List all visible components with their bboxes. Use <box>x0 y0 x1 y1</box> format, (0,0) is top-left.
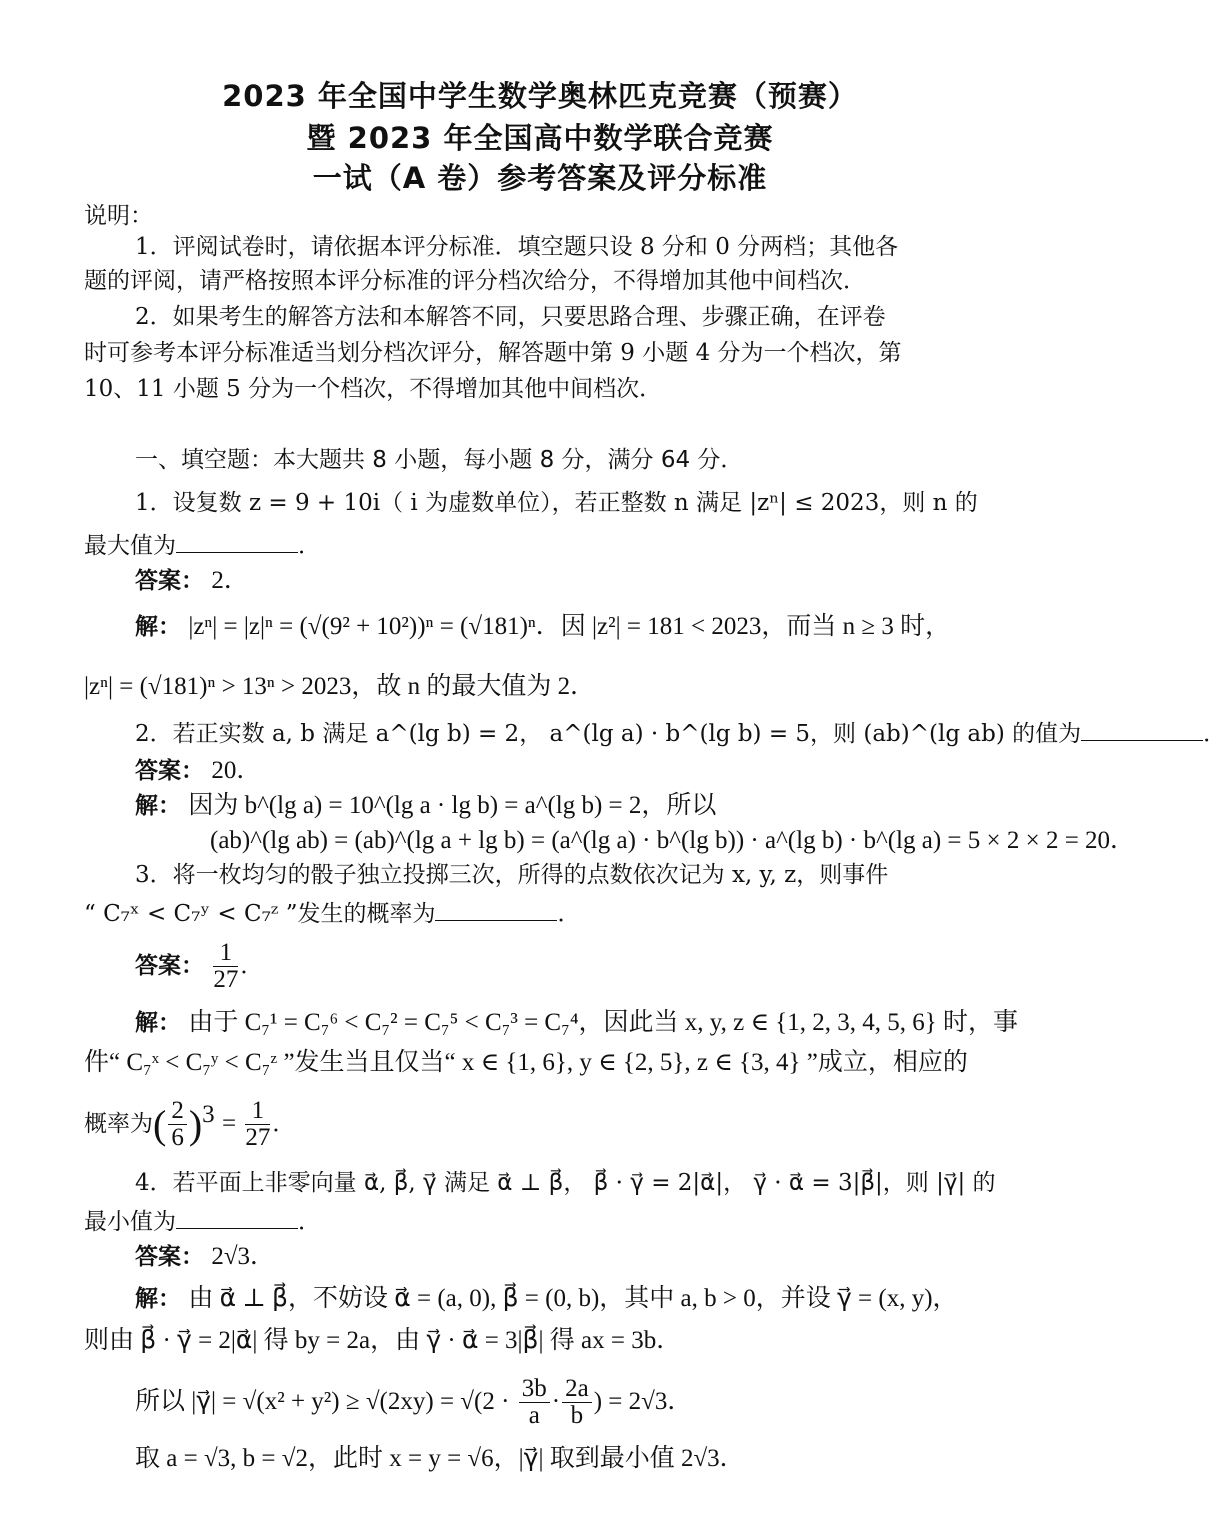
q2-prompt: 2．若正实数 a, b 满足 a^(lg b) = 2， a^(lg a) · b^(lg b) = 5，则 (ab)^(lg ab) 的值为 <box>135 721 1082 747</box>
q3-answer-blank <box>435 900 557 921</box>
q3-solution-result-den: 27 <box>245 1124 271 1152</box>
q3-answer-tail: ． <box>240 952 264 979</box>
q2-solution-label: 解： <box>135 793 181 819</box>
q2-line-1: 2．若正实数 a, b 满足 a^(lg b) = 2， a^(lg a) · b^(lg b) = 5，则 (ab)^(lg ab) 的值为 ． <box>135 721 1226 747</box>
q4-solution-line-2: 则由 β⃗ · γ⃗ = 2|α⃗| 得 by = 2a，由 γ⃗ · α⃗ = 3|β⃗| 得 ax = 3b． <box>84 1327 682 1354</box>
q4-solution-label: 解： <box>135 1286 181 1312</box>
q3-answer <box>135 940 263 994</box>
q3-solution-label: 解： <box>135 1010 181 1036</box>
q2-solution-line-2: (ab)^(lg ab) = (ab)^(lg a + lg b) = (a^(lg a) · b^(lg b)) · a^(lg b) · b^(lg a) = 5 × 2 × 2 = 20． <box>210 827 1136 854</box>
q3-solution-frac-num: 2 <box>168 1098 187 1125</box>
q3-solution-text-3: 概率为 <box>84 1110 153 1137</box>
q2-answer-label: 答案： <box>135 758 204 784</box>
note-1-line-2: 题的评阅，请严格按照本评分标准的评分档次给分，不得增加其他中间档次． <box>84 268 866 294</box>
q4-solution-line-4: 取 a = √3, b = √2，此时 x = y = √6，|γ⃗| 取到最小值 2√3． <box>135 1445 745 1472</box>
q3-prompt-end: “ C₇ˣ < C₇ʸ < C₇ᶻ ”发生的概率为 <box>84 901 436 927</box>
q3-solution-result-num: 1 <box>245 1098 270 1125</box>
q3-solution-equals: = <box>221 1109 237 1137</box>
q2-solution-text-1: 因为 b^(lg a) = 10^(lg a · lg b) = a^(lg b) = 2，所以 <box>188 792 717 819</box>
q4-solution-dot: · <box>551 1387 561 1415</box>
q4-answer <box>135 1242 275 1272</box>
q4-line-2: 最小值为 ． <box>84 1209 321 1235</box>
note-1-line-1: 1．评阅试卷时，请依据本评分标准．填空题只设 8 分和 0 分两档；其他各 <box>135 234 899 260</box>
q4-line-1: 4．若平面上非零向量 α⃗, β⃗, γ⃗ 满足 α⃗ ⊥ β⃗， β⃗ · γ⃗ = 2|α⃗|， γ⃗ · α⃗ = 3|β⃗|，则 |γ⃗| 的 <box>135 1170 996 1196</box>
q4-frac1-den: a <box>528 1402 540 1430</box>
q4-frac2-num: 2a <box>562 1376 592 1403</box>
q1-solution-line-1 <box>135 612 950 642</box>
title-line-2: 暨 2023 年全国高中数学联合竞赛 <box>306 121 774 155</box>
q4-answer-value: 2√3． <box>211 1243 276 1270</box>
notes-heading: 说明： <box>84 203 153 229</box>
q2-solution-line-1 <box>135 791 716 821</box>
q4-solution-fraction-2 <box>562 1376 592 1430</box>
q1-prompt-end: 最大值为 <box>84 533 176 559</box>
q3-solution-fraction <box>168 1098 187 1152</box>
q4-frac2-den: b <box>570 1402 584 1430</box>
q3-answer-fraction <box>213 940 238 994</box>
q4-solution-line-1 <box>135 1284 958 1314</box>
q1-line-2: 最大值为 ． <box>84 533 321 559</box>
q3-solution-line-2: 件“ C₇ˣ < C₇ʸ < C₇ᶻ ”发生当且仅当“ x ∈ {1, 6}, y ∈ {2, 5}, z ∈ {3, 4} ”成立，相应的 <box>84 1049 968 1076</box>
note-2-line-2: 时可参考本评分标准适当划分档次评分，解答题中第 9 小题 4 分为一个档次，第 <box>84 340 902 366</box>
q1-answer-value: 2． <box>211 567 249 594</box>
q4-prompt-end: 最小值为 <box>84 1209 176 1235</box>
q3-answer-numerator: 1 <box>213 940 238 967</box>
q3-solution-exponent: 3 <box>202 1101 215 1129</box>
q4-solution-text-3a: 所以 |γ⃗| = √(x² + y²) ≥ √(2xy) = √(2 · <box>135 1387 510 1415</box>
q3-solution-line-3: 概率为( $\frac{2}{6}$ )$^3$ = $\frac{1}{27}$ ． <box>84 1097 296 1152</box>
q3-line-2: “ C₇ˣ < C₇ʸ < C₇ᶻ ”发生的概率为 ． <box>84 901 581 927</box>
note-2-line-3: 10、11 小题 5 分为一个档次，不得增加其他中间档次． <box>84 376 663 402</box>
q4-answer-blank <box>176 1208 298 1229</box>
q1-line-1: 1．设复数 z = 9 + 10i（ i 为虚数单位），若正整数 n 满足 |zⁿ| ≤ 2023，则 n 的 <box>135 490 978 516</box>
q3-solution-tail: ． <box>272 1110 296 1137</box>
q3-solution-frac-den: 6 <box>171 1124 184 1152</box>
q4-solution-line-3 <box>135 1376 692 1430</box>
q4-solution-text-3b: ) = 2√3． <box>593 1387 693 1415</box>
q1-solution-text-1: |zⁿ| = |z|ⁿ = (√(9² + 10²))ⁿ = (√181)ⁿ．因 |z²| = 181 < 2023，而当 n ≥ 3 时， <box>188 613 951 640</box>
q3-answer-label: 答案： <box>135 952 204 979</box>
q1-solution-label: 解： <box>135 614 181 640</box>
q3-solution-result <box>245 1098 270 1152</box>
q4-frac1-num: 3b <box>519 1376 550 1403</box>
q4-answer-label: 答案： <box>135 1244 204 1270</box>
note-2-line-1: 2．如果考生的解答方法和本解答不同，只要思路合理、步骤正确，在评卷 <box>135 304 886 330</box>
title-line-1: 2023 年全国中学生数学奥林匹克竞赛（预赛） <box>222 79 858 113</box>
title-line-3: 一试（A 卷）参考答案及评分标准 <box>312 161 768 195</box>
q2-answer <box>135 756 261 786</box>
section-1-heading: 一、填空题：本大题共 8 小题，每小题 8 分，满分 64 分． <box>135 447 744 473</box>
q3-solution-text-1: 由于 C₇¹ = C₇⁶ < C₇² = C₇⁵ < C₇³ = C₇⁴，因此当 x, y, z ∈ {1, 2, 3, 4, 5, 6} 时，事 <box>188 1009 1019 1036</box>
q3-line-1: 3．将一枚均匀的骰子独立投掷三次，所得的点数依次记为 x, y, z，则事件 <box>135 862 889 888</box>
q1-answer <box>135 566 249 596</box>
q2-answer-value: 20． <box>211 757 262 784</box>
q4-solution-text-1: 由 α⃗ ⊥ β⃗，不妨设 α⃗ = (a, 0), β⃗ = (0, b)，其中 a, b > 0，并设 γ⃗ = (x, y)， <box>188 1285 958 1312</box>
q2-answer-blank <box>1081 720 1203 741</box>
q3-solution-line-1 <box>135 1008 1018 1038</box>
q3-answer-denominator: 27 <box>213 966 239 994</box>
q1-answer-label: 答案： <box>135 568 204 594</box>
q4-solution-fraction-1 <box>519 1376 550 1430</box>
q1-solution-line-2: |zⁿ| = (√181)ⁿ > 13ⁿ > 2023，故 n 的最大值为 2． <box>84 673 596 700</box>
q1-answer-blank <box>176 532 298 553</box>
